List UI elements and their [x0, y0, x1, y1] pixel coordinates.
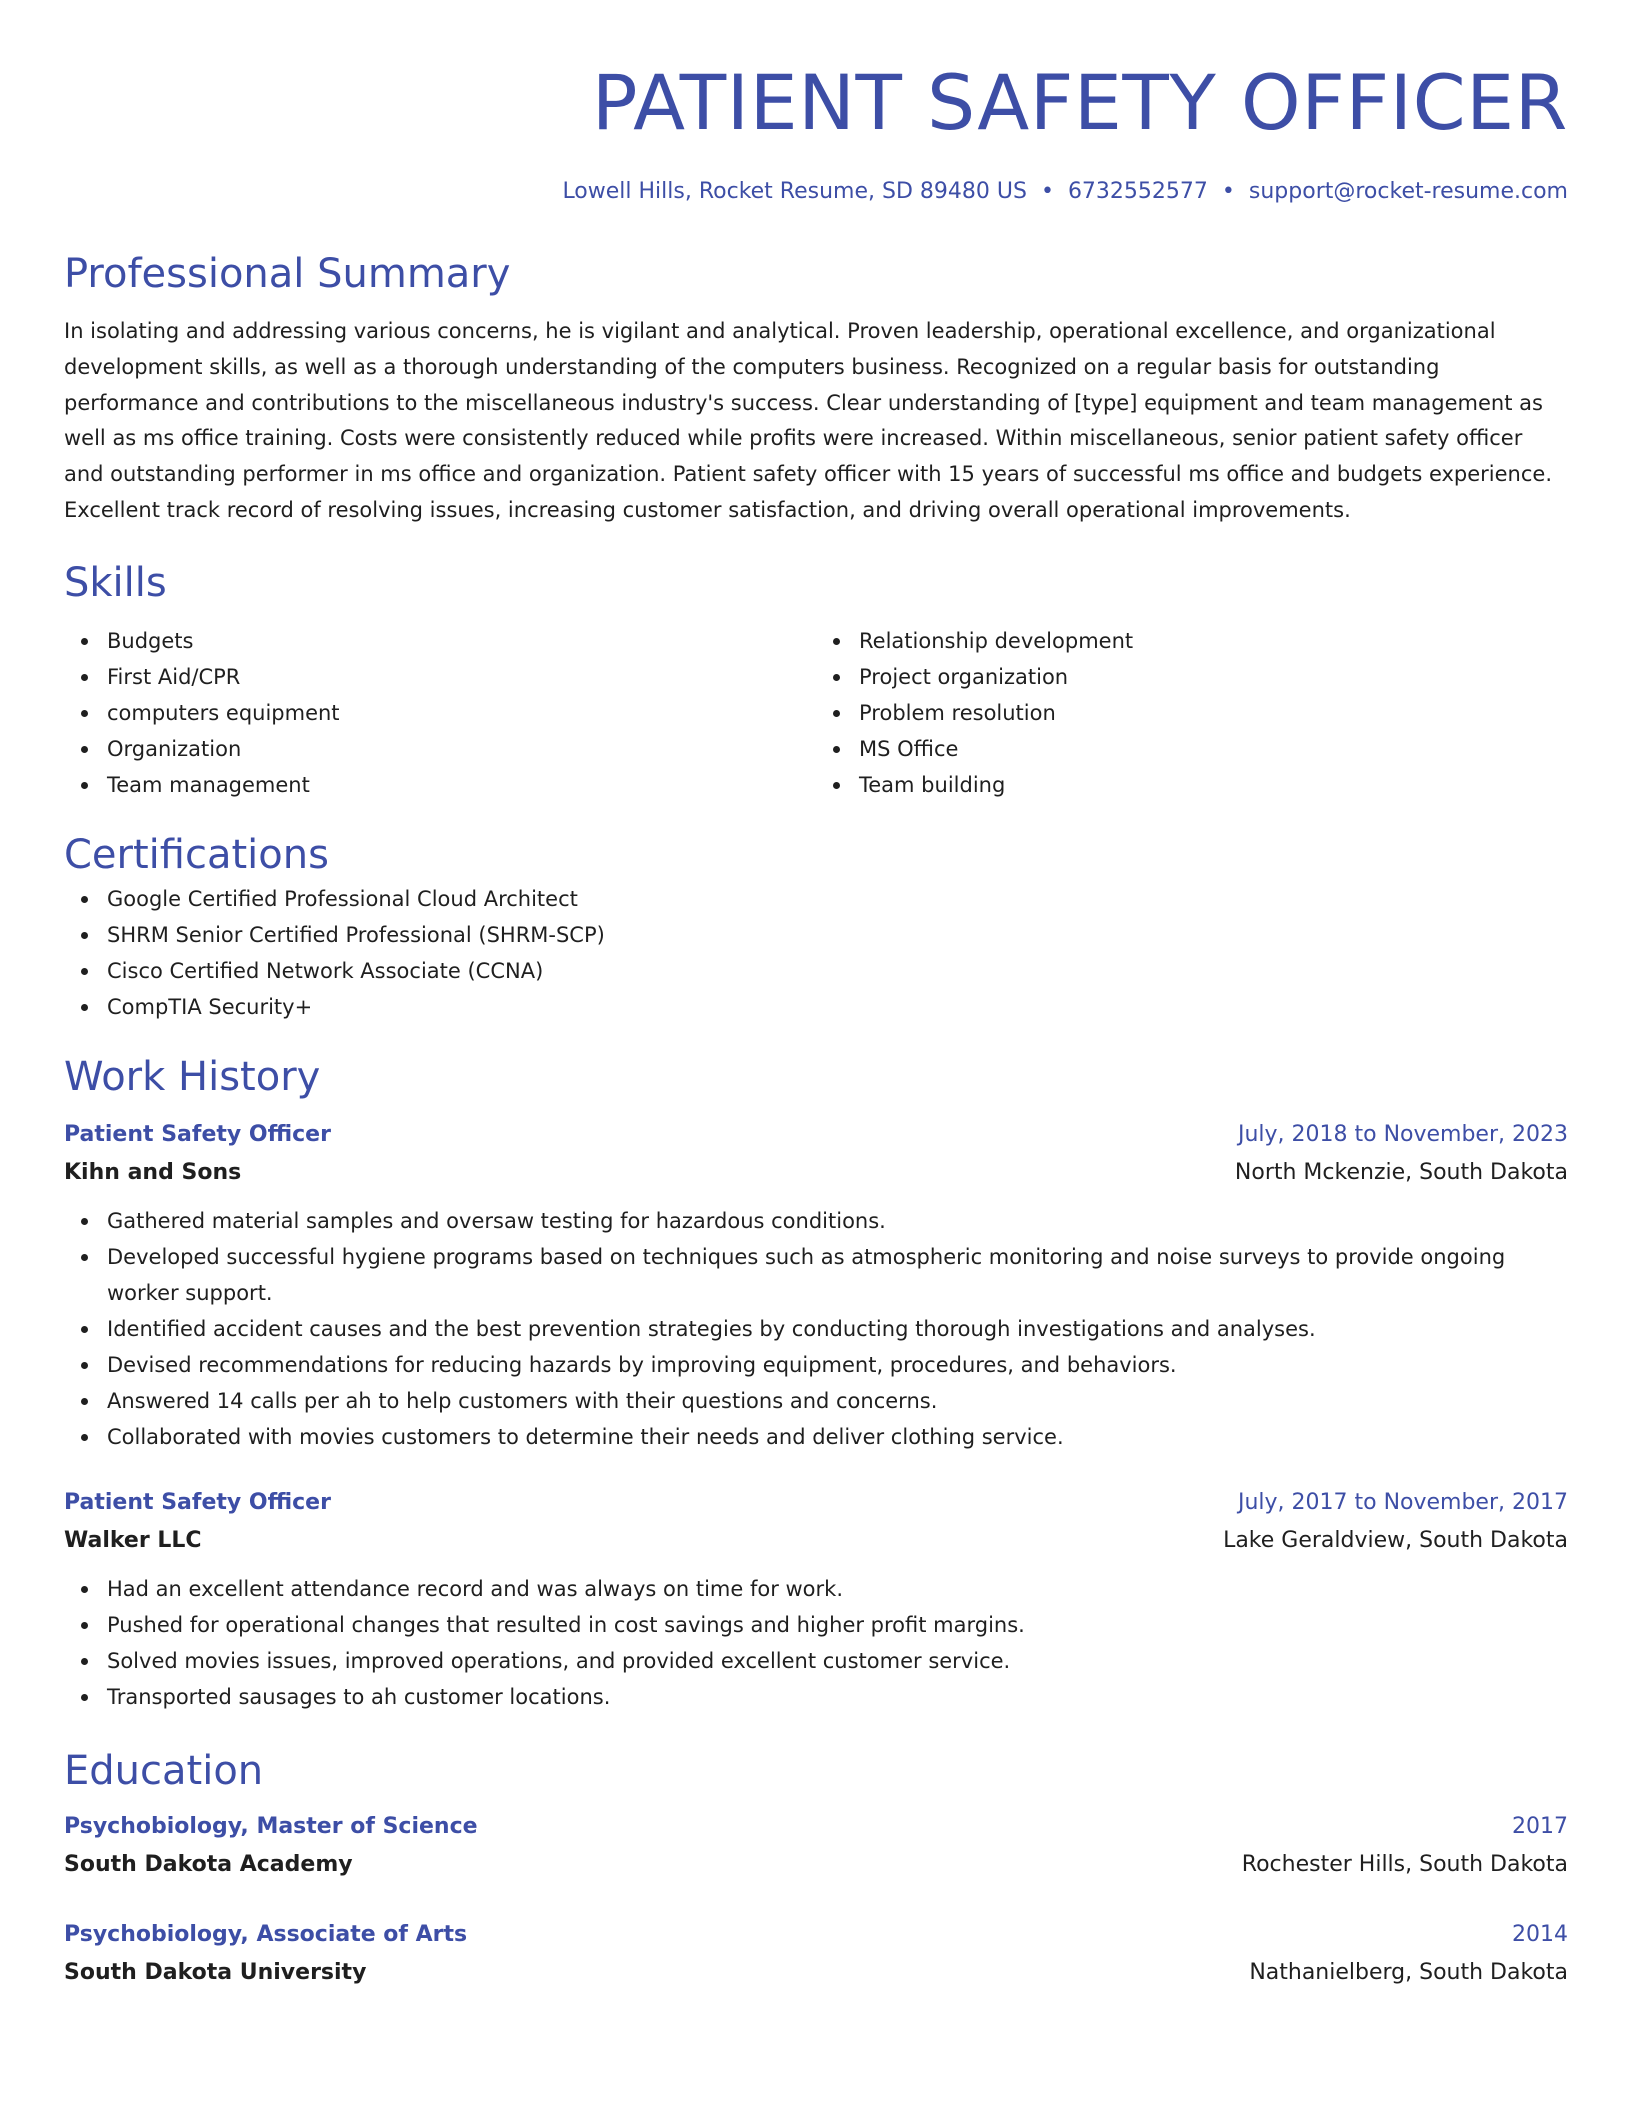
job-dates: July, 2017 to November, 2017	[1237, 1489, 1568, 1515]
skills-column-right	[816, 623, 1568, 803]
job-bullet: Developed successful hygiene programs based on techniques such as atmospheric monitoring and noise surveys to provide ongoing worker support.	[64, 1239, 1568, 1311]
education-school: South Dakota University	[64, 1959, 367, 1985]
skill-item: Team building	[816, 767, 1568, 803]
job-bullet: Collaborated with movies customers to determine their needs and deliver clothing service.	[64, 1419, 1568, 1455]
contact-line	[64, 176, 1568, 208]
education-degree: Psychobiology, Associate of Arts	[64, 1921, 468, 1947]
education-school: South Dakota Academy	[64, 1851, 353, 1877]
job-org-row	[64, 1521, 1568, 1561]
skill-item: Organization	[64, 731, 816, 767]
skill-item: Relationship development	[816, 623, 1568, 659]
education-year: 2017	[1512, 1813, 1568, 1839]
skill-item: First Aid/CPR	[64, 659, 816, 695]
job-bullet: Had an excellent attendance record and was always on time for work.	[64, 1571, 1568, 1607]
candidate-title: PATIENT SAFETY OFFICER	[591, 58, 1568, 147]
job-org-row	[64, 1153, 1568, 1193]
job-location: Lake Geraldview, South Dakota	[1223, 1527, 1568, 1553]
skills-list-right	[816, 623, 1568, 803]
skill-item: MS Office	[816, 731, 1568, 767]
certification-item: Cisco Certified Network Associate (CCNA)	[64, 953, 1568, 989]
education-degree: Psychobiology, Master of Science	[64, 1813, 478, 1839]
education-entry	[64, 1809, 1568, 1885]
job-entry	[64, 1485, 1568, 1715]
contact-separator: •	[1040, 179, 1054, 204]
education-heading: Education	[64, 1747, 264, 1794]
education-year: 2014	[1512, 1921, 1568, 1947]
education-school-row	[64, 1845, 1568, 1885]
job-header-row	[64, 1485, 1568, 1521]
job-header-row	[64, 1117, 1568, 1153]
job-bullet: Identified accident causes and the best prevention strategies by conducting thorough investigations and analyses.	[64, 1311, 1568, 1347]
skill-item: computers equipment	[64, 695, 816, 731]
job-role: Patient Safety Officer	[64, 1121, 331, 1147]
contact-separator: •	[1221, 179, 1235, 204]
contact-address: Lowell Hills, Rocket Resume, SD 89480 US	[562, 179, 1027, 204]
job-bullet: Transported sausages to ah customer locations.	[64, 1679, 1568, 1715]
resume-header	[64, 52, 1568, 208]
skill-item: Budgets	[64, 623, 816, 659]
skills-column-left	[64, 623, 816, 803]
education-entry	[64, 1917, 1568, 1993]
job-company: Kihn and Sons	[64, 1159, 242, 1185]
job-role: Patient Safety Officer	[64, 1489, 331, 1515]
certification-item: CompTIA Security+	[64, 989, 1568, 1025]
skills-list-left	[64, 623, 816, 803]
job-bullets	[64, 1203, 1568, 1455]
job-company: Walker LLC	[64, 1527, 202, 1553]
skill-item: Team management	[64, 767, 816, 803]
education-header-row	[64, 1917, 1568, 1953]
education-school-row	[64, 1953, 1568, 1993]
education-header-row	[64, 1809, 1568, 1845]
skills-heading: Skills	[64, 559, 167, 606]
summary-heading: Professional Summary	[64, 251, 511, 297]
job-bullet: Pushed for operational changes that resulted in cost savings and higher profit margins.	[64, 1607, 1568, 1643]
certifications-heading: Certifications	[64, 831, 329, 878]
education-location: Nathanielberg, South Dakota	[1249, 1959, 1568, 1985]
work-history-heading: Work History	[64, 1053, 321, 1100]
summary-text: In isolating and addressing various concerns, he is vigilant and analytical. Proven leadership, operational excellence, and organizational development skills, as well as a thorough understanding of the computers business. Recognized on a regular basis for outstanding performance and contributions to the miscellaneous industry's success. Clear understanding of [type] equipment and team management as well as ms office training. Costs were consistently reduced while profits were increased. Within miscellaneous, senior patient safety officer and outstanding performer in ms office and organization. Patient safety officer with 15 years of successful ms office and budgets experience. Excellent track record of resolving issues, increasing customer satisfaction, and driving overall operational improvements.	[64, 319, 1553, 522]
job-bullets	[64, 1571, 1568, 1715]
job-dates: July, 2018 to November, 2023	[1237, 1121, 1568, 1147]
skills-grid	[64, 623, 1568, 803]
skill-item: Project organization	[816, 659, 1568, 695]
skill-item: Problem resolution	[816, 695, 1568, 731]
education-location: Rochester Hills, South Dakota	[1241, 1851, 1568, 1877]
job-location: North Mckenzie, South Dakota	[1234, 1159, 1568, 1185]
job-bullet: Devised recommendations for reducing hazards by improving equipment, procedures, and behaviors.	[64, 1347, 1568, 1383]
contact-email: support@rocket-resume.com	[1248, 179, 1568, 204]
job-bullet: Answered 14 calls per ah to help customers with their questions and concerns.	[64, 1383, 1568, 1419]
contact-phone: 6732552577	[1067, 179, 1208, 204]
certification-item: Google Certified Professional Cloud Architect	[64, 881, 1568, 917]
certification-item: SHRM Senior Certified Professional (SHRM-SCP)	[64, 917, 1568, 953]
job-entry	[64, 1117, 1568, 1455]
job-bullet: Gathered material samples and oversaw testing for hazardous conditions.	[64, 1203, 1568, 1239]
job-bullet: Solved movies issues, improved operations, and provided excellent customer service.	[64, 1643, 1568, 1679]
certifications-list	[64, 881, 1568, 1025]
